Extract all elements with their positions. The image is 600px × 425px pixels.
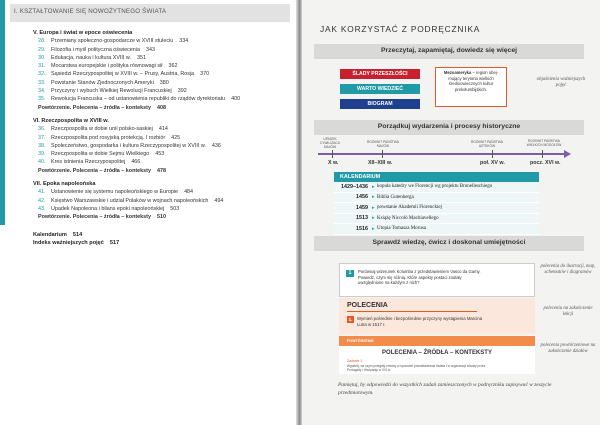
calendar-row (334, 182, 539, 193)
toc-item (33, 188, 293, 196)
toc-item-page: 351 (137, 54, 147, 61)
chapter-header (10, 4, 290, 22)
toc-review (33, 104, 293, 112)
toc-item-text: Rzeczpospolita pod rosyjską protekcją. I rozbiór (51, 134, 166, 141)
definition-text: – region obej-mujący terytoria wielkich średniowiecznych kultur prekolumbijskich. (448, 70, 499, 92)
toc-item-page: 484 (184, 189, 194, 196)
toc-extra-text: Indeks ważniejszych pojęć (33, 239, 104, 246)
toc-item-number: 39. (38, 151, 46, 158)
table-of-contents (33, 29, 293, 247)
triangle-right-icon: ▸ (372, 183, 375, 190)
toc-item-text: Księstwo Warszawskie i udział Polaków w wojnach napoleońskich (51, 197, 209, 204)
calendar-row (334, 203, 539, 214)
timeline-small-label: ROZKWIT PAŃSTWA WIELKICH MOGOŁÓW (526, 139, 562, 147)
toc-item (33, 205, 293, 213)
toc-item-page: 380 (159, 79, 169, 86)
toc-item-number: 30. (38, 54, 46, 61)
toc-item (33, 95, 293, 103)
review-card (339, 336, 535, 374)
task-text: Porównaj wizerunek Kolumba z przedstawieniem Vasco da Gamy. Powiedz, czym się różnią. Które aspekty postaci zostały uwzględnione na każdym z nich? (358, 269, 481, 286)
toc-item-page: 494 (214, 197, 224, 204)
note-illustrations: polecenia do ilustracji, map, schematów i diagramów (540, 264, 596, 276)
toc-item (33, 87, 293, 95)
left-page (0, 0, 298, 425)
toc-item (33, 142, 293, 150)
chapter-tab (0, 0, 5, 225)
timeline-label: X w. (328, 160, 339, 166)
button-warto-wiedziec: WARTO WIEDZIEĆ (340, 84, 420, 94)
toc-item-text: Przyczyny i wybuch Wielkiej Rewolucji Francuskiej (51, 88, 172, 95)
footer-note: Pamiętaj, by odpowiedzi do wszystkich zadań zamieszczonych w podręczniku zapisywać w zeszycie przedmiotowym. (338, 382, 552, 396)
toc-item-page: 453 (155, 151, 165, 158)
section-bar-order-label: Porządkuj wydarzenia i procesy historyczne (377, 123, 521, 130)
toc-item-text: Rzeczpospolita w dobie Sejmu Wielkiego (51, 151, 150, 158)
calendar-year: 1459 (356, 204, 368, 211)
toc-item (33, 46, 293, 54)
task-badge: 1 (346, 270, 354, 277)
toc-item-text: Mocarstwa europejskie i polityka równowagi sił (51, 63, 163, 70)
timeline-tick (492, 150, 493, 158)
calendar-year: 1513 (356, 215, 368, 222)
toc-item-number: 29. (38, 46, 46, 53)
toc-item (33, 54, 293, 62)
calendar-row (334, 224, 539, 235)
toc-item-number: 40. (38, 159, 46, 166)
toc-review-text: Powtórzenie. Polecenia – źródła – konteksty (38, 104, 151, 111)
triangle-right-icon: ▸ (372, 204, 375, 211)
toc-section-title (33, 117, 293, 125)
timeline-tick (332, 150, 333, 158)
calendar-year: 1429–1436 (341, 183, 368, 190)
calendar-event: Utopia Tomasza Morusa (377, 226, 426, 232)
section-title-text: VI. Rzeczpospolita w XVIII w. (33, 117, 109, 124)
timeline-small-label: UPADEK CYWILIZACJI MAJÓW (319, 137, 341, 149)
section-bar-check (314, 236, 584, 251)
toc-item-page: 503 (170, 205, 180, 212)
toc-item-number: 31. (38, 63, 46, 70)
section-bar-read (314, 44, 584, 59)
note-definitions: objaśnienia ważniejszych pojęć (536, 77, 586, 89)
toc-item-text: Rewolucja Francuska – od ustanowienia republiki do rządów dyrektoriatu (51, 96, 226, 103)
toc-item-number: 32. (38, 71, 46, 78)
toc-item-page: 466 (131, 159, 141, 166)
toc-item-page: 343 (145, 46, 155, 53)
toc-extra (33, 231, 293, 239)
right-page (302, 0, 600, 425)
toc-review-text: Powtórzenie. Polecenia – źródła – konteksty (38, 214, 151, 221)
commands-card (339, 298, 535, 334)
toc-item-number: 37. (38, 134, 46, 141)
review-top-band (339, 336, 535, 346)
calendar-row (334, 193, 539, 204)
calendar-row (334, 214, 539, 225)
toc-extra (33, 239, 293, 247)
timeline-tick (542, 150, 543, 158)
toc-item-text: Ustanowienie się systemu napoleońskiego w Europie (51, 189, 179, 196)
calendar-header: KALENDARIUM (334, 172, 539, 182)
toc-review-text: Powtórzenie. Polecenia – źródła – konteksty (38, 167, 151, 174)
chapter-header-text: I. KSZTAŁTOWANIE SIĘ NOWOŻYTNEGO ŚWIATA (14, 8, 167, 15)
triangle-right-icon: ▸ (372, 225, 375, 232)
toc-item (33, 134, 293, 142)
toc-item-number: 36. (38, 126, 46, 133)
toc-item-number: 43. (38, 205, 46, 212)
commands-text: Wymień pośrednie i bezpośrednie przyczyny wystąpienia Marcina Lutra w 1517 r. (357, 316, 483, 327)
calendar-event: powstanie Akademii Florenckiej (377, 205, 442, 211)
toc-extra-text: Kalendarium (33, 231, 67, 238)
button-slady-przeszlosci: ŚLADY PRZESZŁOŚCI (340, 69, 420, 79)
toc-item-number: 38. (38, 142, 46, 149)
toc-item-text: Społeczeństwo, gospodarka i kultura Rzeczypospolitej w XVIII w. (51, 142, 206, 149)
calendar-event: kopuła katedry we Florencji wg projektu Brunelleschiego (377, 184, 493, 190)
definition-term: Mezoameryka (443, 70, 472, 75)
toc-item-number: 28. (38, 38, 46, 45)
timeline-label: pocz. XVI w. (530, 160, 561, 166)
review-top-label: POWTÓRZENIE (347, 338, 374, 343)
toc-item (33, 37, 293, 45)
review-subtitle: Zadanie 1 (347, 359, 363, 363)
toc-extra-page: 514 (72, 231, 83, 238)
toc-review-page: 408 (156, 104, 166, 111)
section-title-text: VII. Epoka napoleońska (33, 181, 96, 188)
commands-title: POLECENIA (347, 302, 388, 309)
toc-item-text: Upadek Napoleona i bilans epoki napoleońskiej (51, 205, 165, 212)
toc-item-text: Powstanie Stanów Zjednoczonych Ameryki (51, 79, 154, 86)
toc-item-page: 414 (158, 126, 168, 133)
timeline-label: poł. XV w. (480, 160, 505, 166)
toc-item (33, 62, 293, 70)
calendar-year: 1456 (356, 194, 368, 201)
section-bar-order (314, 120, 584, 135)
toc-item-number: 34. (38, 88, 46, 95)
calendar-event: Biblia Gutenberga (377, 194, 414, 200)
toc-item-page: 425 (171, 134, 181, 141)
toc-item (33, 70, 293, 78)
calendar (334, 172, 539, 235)
toc-review-page: 510 (156, 214, 166, 221)
toc-item-page: 362 (168, 63, 178, 70)
toc-item-number: 35. (38, 96, 46, 103)
commands-badge: 1. (348, 317, 353, 322)
toc-review (33, 167, 293, 175)
toc-item-text: Rzeczpospolita w dobie unii polsko-saskiej (51, 126, 153, 133)
toc-review-page: 478 (156, 167, 166, 174)
note-lesson-end: polecenia na zakończenie lekcji (543, 306, 593, 318)
button-biogram: BIOGRAM (340, 99, 420, 109)
toc-section-title (33, 29, 293, 37)
toc-item-page: 400 (231, 96, 241, 103)
section-bar-check-label: Sprawdź wiedzę, ćwicz i doskonal umiejętności (372, 239, 526, 246)
timeline-arrow-icon (564, 150, 571, 158)
toc-item-text: Edukacja, nauka i kultura XVIII w. (51, 54, 132, 61)
page-title: JAK KORZYSTAĆ Z PODRĘCZNIKA (320, 24, 481, 34)
commands-divider (347, 311, 477, 312)
calendar-event: Książę Niccolò Machiavellego (377, 215, 439, 221)
review-text: Wyjaśnij, na czym polegały zmiany w sposobie przedstawiania świata i w organizacji władzy przez Portugalię i Hiszpanię w XVI w. (347, 364, 486, 373)
toc-item (33, 158, 293, 166)
toc-item-text: Sąsiedzi Rzeczypospolitej w XVIII w. – Prusy, Austria, Rosja (51, 71, 195, 78)
triangle-right-icon: ▸ (372, 215, 375, 222)
calendar-year: 1516 (356, 225, 368, 232)
timeline (312, 150, 574, 158)
section-title-text: V. Europa i świat w epoce oświecenia (33, 30, 133, 36)
triangle-right-icon: ▸ (372, 194, 375, 201)
toc-item-text: Filozofia i myśl polityczna oświecenia (51, 46, 140, 53)
definition-box (435, 67, 507, 107)
toc-item-number: 41. (38, 189, 46, 196)
calendar-rows (334, 182, 539, 235)
toc-item (33, 125, 293, 133)
review-title: POLECENIA – ŹRÓDŁA – KONTEKSTY (382, 350, 492, 356)
timeline-small-label: ROZKWIT PAŃSTWA MAJÓW (367, 140, 399, 148)
task-card (339, 263, 535, 297)
toc-item-number: 42. (38, 197, 46, 204)
section-bar-read-label: Przeczytaj, zapamiętaj, dowiedz się więcej (381, 47, 517, 54)
timeline-tick (382, 150, 383, 158)
toc-item-text: Kres istnienia Rzeczypospolitej (51, 159, 126, 166)
timeline-label: XII–XIII w. (368, 160, 393, 166)
toc-item-page: 334 (179, 38, 189, 45)
toc-section-title (33, 180, 293, 188)
toc-review (33, 213, 293, 221)
toc-item-page: 392 (177, 88, 187, 95)
toc-item (33, 150, 293, 158)
toc-item-page: 370 (200, 71, 210, 78)
timeline-small-label: ROZKWIT PAŃSTWA AZTEKÓW (471, 140, 503, 148)
toc-item-page: 436 (211, 142, 221, 149)
note-chapter-review: polecenia powtórzeniowe na zakończenie działów (540, 343, 596, 355)
toc-extra-page: 517 (109, 239, 120, 246)
toc-item (33, 197, 293, 205)
toc-item-text: Przemiany społeczno-gospodarcze w XVIII stuleciu (51, 38, 174, 45)
timeline-line (318, 153, 566, 155)
toc-item-number: 33. (38, 79, 46, 86)
toc-item (33, 79, 293, 87)
